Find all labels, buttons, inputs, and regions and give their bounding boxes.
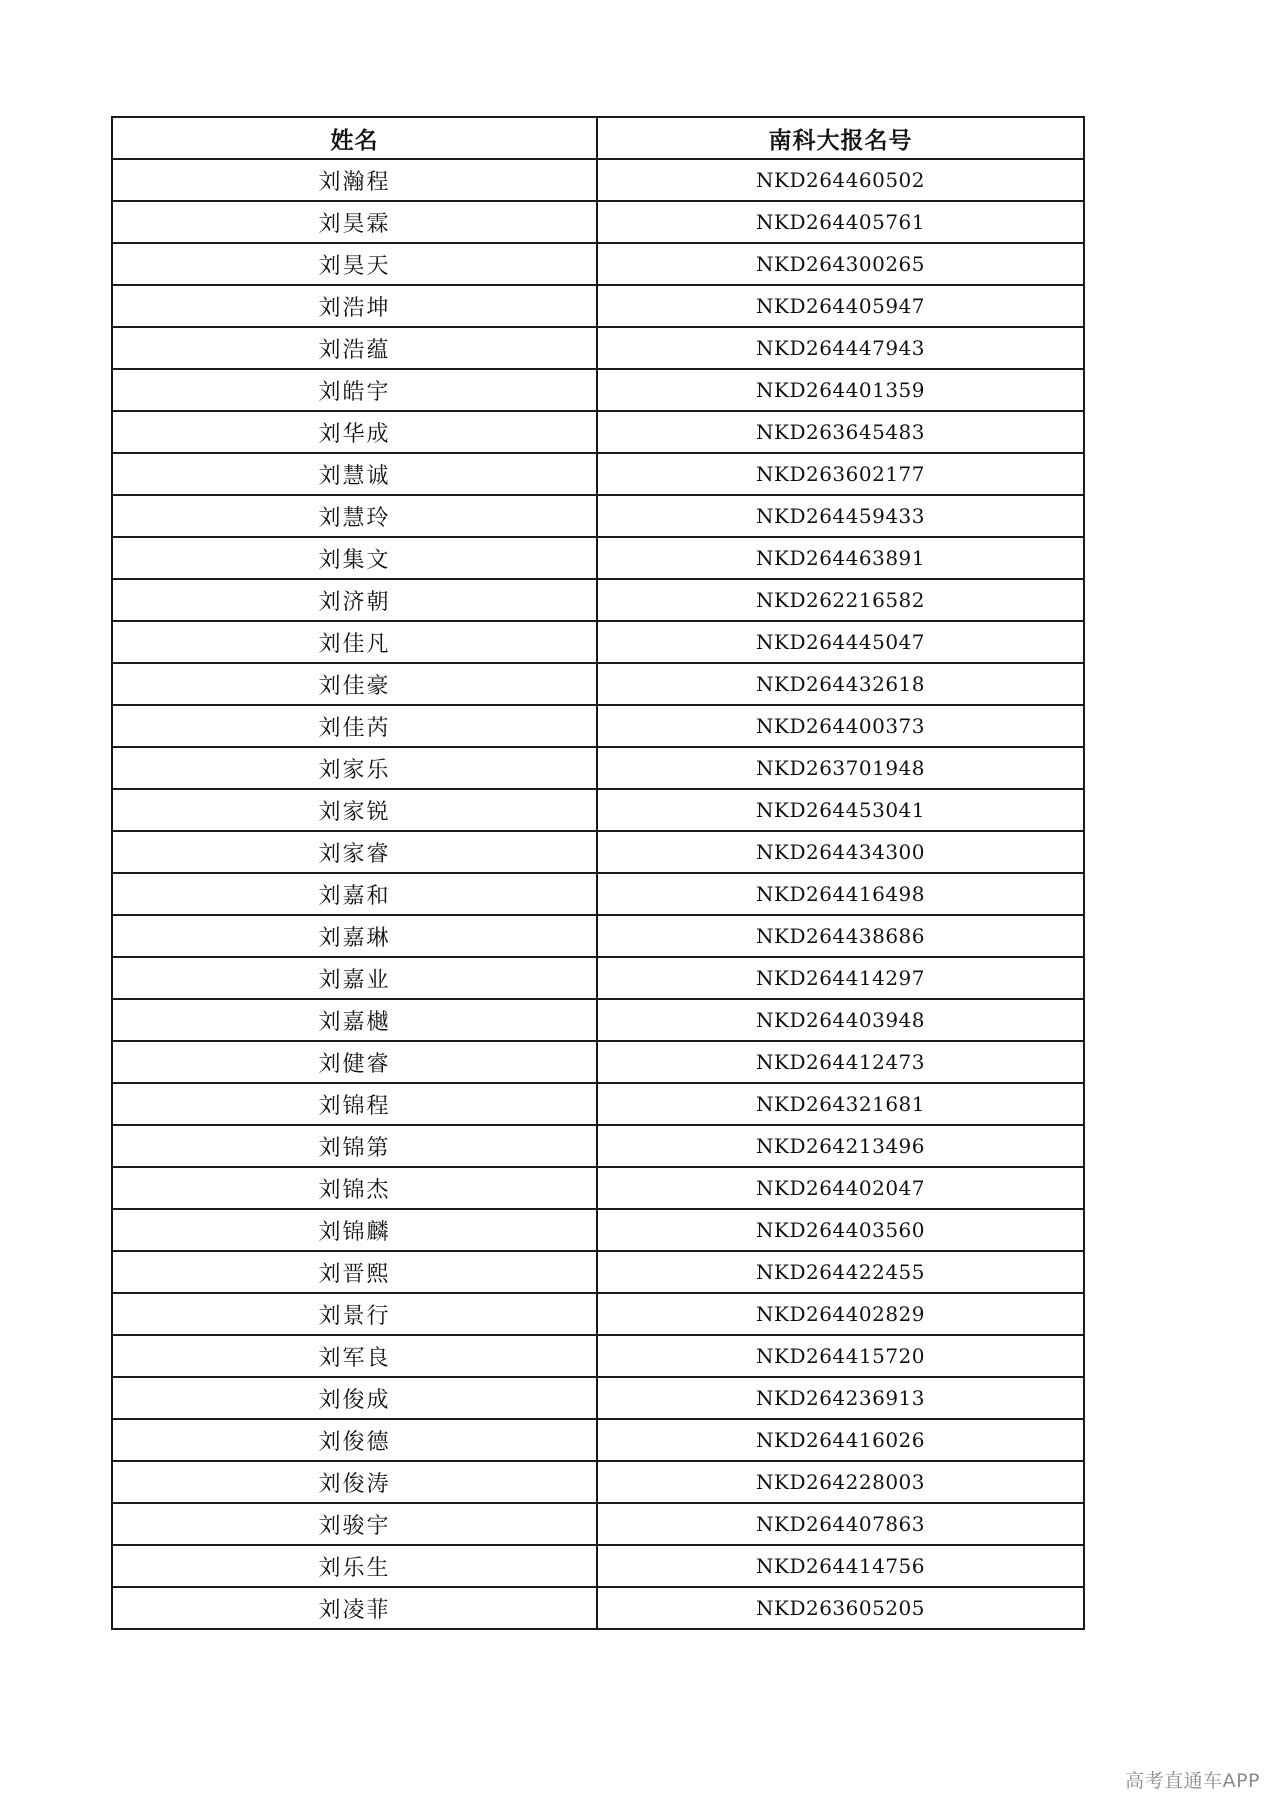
student-name-cell: 刘嘉琳 xyxy=(112,915,597,957)
table-row xyxy=(112,285,1084,327)
student-name-cell: 刘景行 xyxy=(112,1293,597,1335)
registration-number-cell: NKD264463891 xyxy=(597,537,1084,579)
student-name-cell: 刘慧诚 xyxy=(112,453,597,495)
registration-number-cell: NKD264416498 xyxy=(597,873,1084,915)
registration-number-cell: NKD264434300 xyxy=(597,831,1084,873)
table-row xyxy=(112,1335,1084,1377)
student-name-cell: 刘佳凡 xyxy=(112,621,597,663)
registration-number-cell: NKD264300265 xyxy=(597,243,1084,285)
table-row xyxy=(112,411,1084,453)
student-name-cell: 刘凌菲 xyxy=(112,1587,597,1629)
student-name-cell: 刘皓宇 xyxy=(112,369,597,411)
student-name-cell: 刘佳豪 xyxy=(112,663,597,705)
student-name-cell: 刘锦第 xyxy=(112,1125,597,1167)
table-row xyxy=(112,1125,1084,1167)
student-name-cell: 刘家睿 xyxy=(112,831,597,873)
registration-number-cell: NKD264453041 xyxy=(597,789,1084,831)
registration-number-cell: NKD264407863 xyxy=(597,1503,1084,1545)
table-row xyxy=(112,1461,1084,1503)
student-name-cell: 刘锦程 xyxy=(112,1083,597,1125)
table-row xyxy=(112,159,1084,201)
table-row xyxy=(112,1209,1084,1251)
student-name-cell: 刘佳芮 xyxy=(112,705,597,747)
registration-number-cell: NKD264213496 xyxy=(597,1125,1084,1167)
header-row xyxy=(112,117,1084,159)
registration-number-cell: NKD264321681 xyxy=(597,1083,1084,1125)
table-row xyxy=(112,579,1084,621)
student-name-cell: 刘济朝 xyxy=(112,579,597,621)
table-row xyxy=(112,453,1084,495)
table-row xyxy=(112,243,1084,285)
table-row xyxy=(112,1167,1084,1209)
table-row xyxy=(112,327,1084,369)
table-row xyxy=(112,621,1084,663)
registration-number-cell: NKD264402047 xyxy=(597,1167,1084,1209)
table-row xyxy=(112,537,1084,579)
table-row xyxy=(112,1083,1084,1125)
registration-number-cell: NKD264405947 xyxy=(597,285,1084,327)
table-row xyxy=(112,873,1084,915)
table-row xyxy=(112,201,1084,243)
registration-number-cell: NKD262216582 xyxy=(597,579,1084,621)
registration-number-cell: NKD264405761 xyxy=(597,201,1084,243)
table-header xyxy=(112,117,1084,159)
student-name-cell: 刘瀚程 xyxy=(112,159,597,201)
student-name-cell: 刘浩蕴 xyxy=(112,327,597,369)
registration-number-cell: NKD264236913 xyxy=(597,1377,1084,1419)
registration-number-cell: NKD264400373 xyxy=(597,705,1084,747)
table-row xyxy=(112,495,1084,537)
student-name-cell: 刘家乐 xyxy=(112,747,597,789)
admission-list-table xyxy=(111,116,1085,1630)
registration-number-cell: NKD264415720 xyxy=(597,1335,1084,1377)
registration-number-cell: NKD264403560 xyxy=(597,1209,1084,1251)
registration-number-cell: NKD264460502 xyxy=(597,159,1084,201)
registration-number-cell: NKD264402829 xyxy=(597,1293,1084,1335)
student-name-cell: 刘家锐 xyxy=(112,789,597,831)
student-name-cell: 刘乐生 xyxy=(112,1545,597,1587)
registration-number-cell: NKD264416026 xyxy=(597,1419,1084,1461)
table-row xyxy=(112,1293,1084,1335)
registration-number-cell: NKD264445047 xyxy=(597,621,1084,663)
table-row xyxy=(112,789,1084,831)
watermark: 高考直通车APP xyxy=(1125,1770,1260,1792)
table-row xyxy=(112,747,1084,789)
student-name-cell: 刘骏宇 xyxy=(112,1503,597,1545)
table-row xyxy=(112,1041,1084,1083)
table-row xyxy=(112,705,1084,747)
table-row xyxy=(112,1251,1084,1293)
student-name-cell: 刘晋熙 xyxy=(112,1251,597,1293)
table-row xyxy=(112,957,1084,999)
table-body xyxy=(112,159,1084,1629)
registration-number-cell: NKD264412473 xyxy=(597,1041,1084,1083)
student-name-cell: 刘俊涛 xyxy=(112,1461,597,1503)
student-name-cell: 刘俊德 xyxy=(112,1419,597,1461)
student-name-cell: 刘嘉樾 xyxy=(112,999,597,1041)
student-name-cell: 刘华成 xyxy=(112,411,597,453)
table-row xyxy=(112,1377,1084,1419)
table-row xyxy=(112,663,1084,705)
student-name-cell: 刘嘉业 xyxy=(112,957,597,999)
table-row xyxy=(112,1587,1084,1629)
table-row xyxy=(112,369,1084,411)
header-name: 姓名 xyxy=(112,117,597,159)
registration-number-cell: NKD264228003 xyxy=(597,1461,1084,1503)
registration-number-cell: NKD264447943 xyxy=(597,327,1084,369)
header-registration-number: 南科大报名号 xyxy=(597,117,1084,159)
student-name-cell: 刘昊霖 xyxy=(112,201,597,243)
table-row xyxy=(112,915,1084,957)
student-name-cell: 刘浩坤 xyxy=(112,285,597,327)
registration-number-cell: NKD263602177 xyxy=(597,453,1084,495)
table-row xyxy=(112,1419,1084,1461)
student-name-cell: 刘昊天 xyxy=(112,243,597,285)
registration-number-cell: NKD264438686 xyxy=(597,915,1084,957)
table-row xyxy=(112,831,1084,873)
student-name-cell: 刘俊成 xyxy=(112,1377,597,1419)
registration-number-cell: NKD264422455 xyxy=(597,1251,1084,1293)
table-row xyxy=(112,1545,1084,1587)
registration-number-cell: NKD264403948 xyxy=(597,999,1084,1041)
student-name-cell: 刘集文 xyxy=(112,537,597,579)
student-name-cell: 刘锦杰 xyxy=(112,1167,597,1209)
registration-number-cell: NKD264414297 xyxy=(597,957,1084,999)
registration-number-cell: NKD263701948 xyxy=(597,747,1084,789)
registration-number-cell: NKD263645483 xyxy=(597,411,1084,453)
table-row xyxy=(112,1503,1084,1545)
student-name-cell: 刘慧玲 xyxy=(112,495,597,537)
registration-number-cell: NKD263605205 xyxy=(597,1587,1084,1629)
student-name-cell: 刘锦麟 xyxy=(112,1209,597,1251)
registration-number-cell: NKD264432618 xyxy=(597,663,1084,705)
student-name-cell: 刘健睿 xyxy=(112,1041,597,1083)
registration-number-cell: NKD264414756 xyxy=(597,1545,1084,1587)
table-row xyxy=(112,999,1084,1041)
student-name-cell: 刘嘉和 xyxy=(112,873,597,915)
student-name-cell: 刘军良 xyxy=(112,1335,597,1377)
registration-number-cell: NKD264401359 xyxy=(597,369,1084,411)
registration-number-cell: NKD264459433 xyxy=(597,495,1084,537)
